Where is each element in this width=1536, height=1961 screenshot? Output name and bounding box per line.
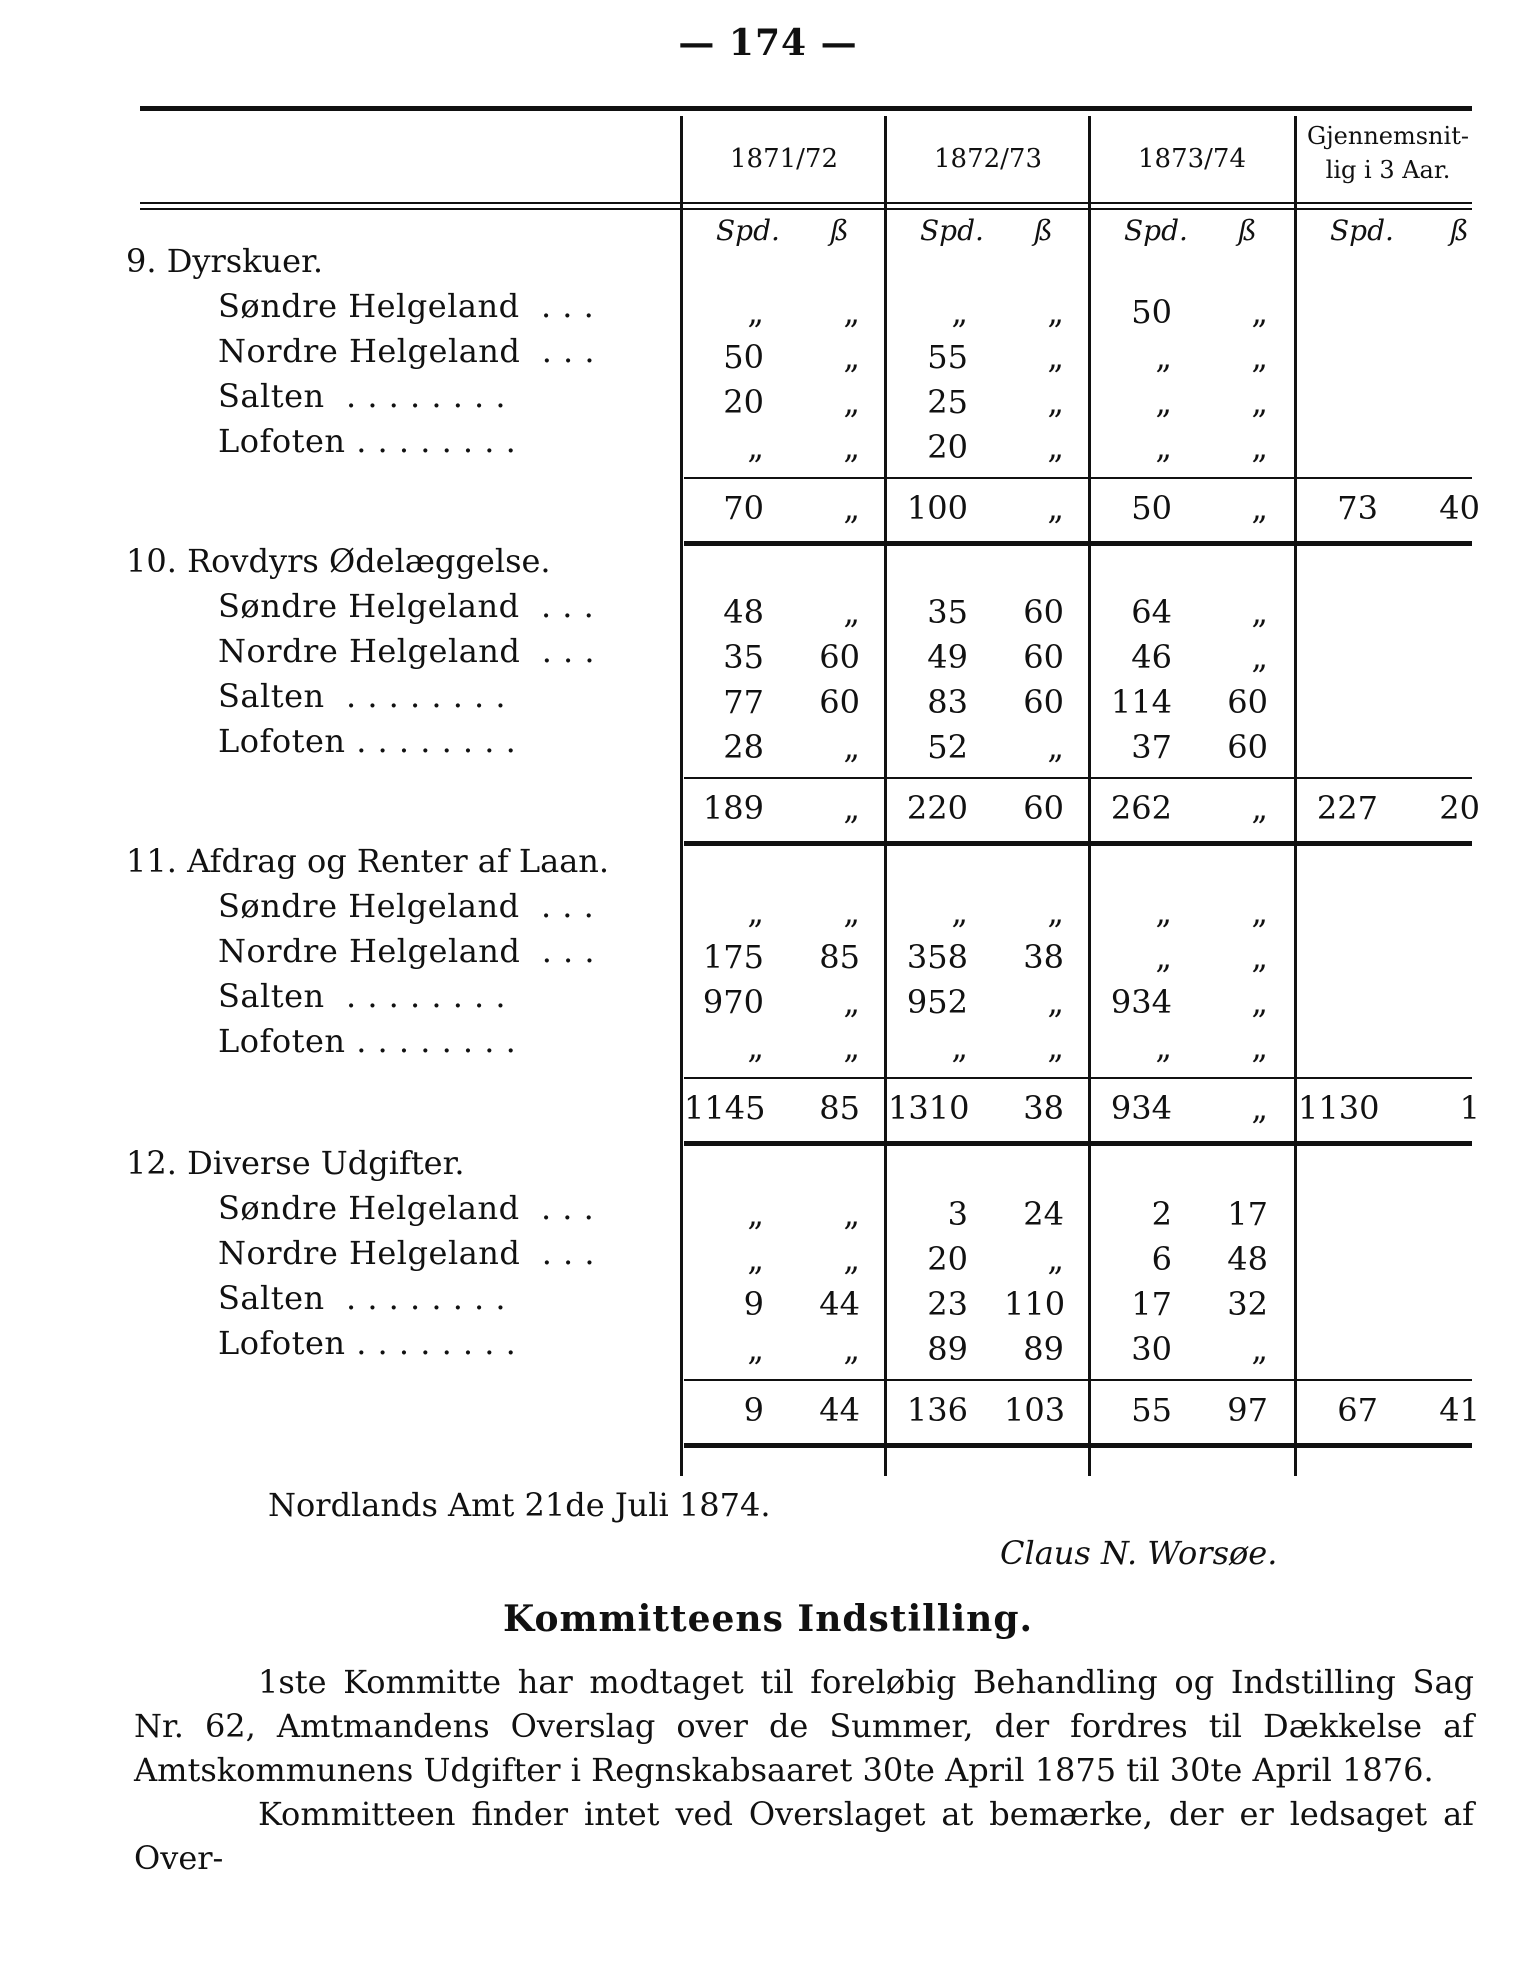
cell-skilling: 60 [1227, 728, 1268, 766]
cell-skilling: „ [1251, 383, 1268, 421]
cell-spd: „ [747, 1330, 764, 1368]
cell-skilling: „ [843, 428, 860, 466]
total-skilling: 41 [1439, 1391, 1480, 1429]
cell-skilling: „ [1047, 383, 1064, 421]
unit-skilling: ß [1034, 214, 1053, 247]
row-label: Lofoten . . . . . . . . [218, 422, 517, 460]
row-label: Lofoten . . . . . . . . [218, 722, 517, 760]
row-label: Salten . . . . . . . . [218, 377, 507, 415]
cell-skilling: „ [1047, 428, 1064, 466]
total-spd: 1310 [888, 1089, 970, 1127]
total-rule [684, 541, 1472, 546]
total-spd: 227 [1316, 789, 1378, 827]
cell-spd: 20 [723, 383, 764, 421]
cell-spd: „ [1155, 383, 1172, 421]
cell-spd: 50 [723, 338, 764, 376]
cell-spd: 28 [723, 728, 764, 766]
total-skilling: 44 [819, 1391, 860, 1429]
total-skilling: 38 [1023, 1089, 1064, 1127]
cell-skilling: 85 [819, 938, 860, 976]
cell-skilling: „ [1047, 983, 1064, 1021]
section-heading: Kommitteens Indstilling. [502, 1598, 1034, 1640]
paragraph-1: 1ste Kommitte har modtaget til foreløbig Behandling og Indstilling Sag Nr. 62, Amtmandens Overslag over de Summer, der fordres til Dækkelse af Amtskommunens Udgifter i Regnskabsaaret 30te April 1875 til 30te April 1876. [134, 1663, 1474, 1789]
cell-spd: „ [1155, 338, 1172, 376]
header-rule-1 [140, 202, 1472, 204]
cell-skilling: 60 [819, 683, 860, 721]
cell-spd: 358 [906, 938, 968, 976]
cell-spd: 2 [1151, 1195, 1172, 1233]
cell-skilling: „ [843, 728, 860, 766]
column-divider [1294, 116, 1297, 1476]
unit-skilling: ß [830, 214, 849, 247]
budget-table [126, 104, 1480, 1484]
row-label: Salten . . . . . . . . [218, 977, 507, 1015]
total-skilling: „ [1251, 489, 1268, 527]
cell-skilling: „ [1251, 428, 1268, 466]
cell-spd: 37 [1131, 728, 1172, 766]
cell-spd: „ [747, 1028, 764, 1066]
total-skilling: „ [1251, 1089, 1268, 1127]
subtotal-rule [684, 1379, 1472, 1381]
header-year-1: 1871/72 [729, 144, 838, 174]
section-title: 10. Rovdyrs Ødelæggelse. [126, 542, 551, 580]
section-title: 11. Afdrag og Renter af Laan. [126, 842, 610, 880]
unit-skilling: ß [1238, 214, 1257, 247]
cell-spd: „ [747, 893, 764, 931]
subtotal-rule [684, 1077, 1472, 1079]
total-spd: 70 [723, 489, 764, 527]
row-label: Salten . . . . . . . . [218, 677, 507, 715]
cell-skilling: „ [843, 1195, 860, 1233]
cell-spd: 175 [702, 938, 764, 976]
cell-spd: „ [747, 1240, 764, 1278]
cell-skilling: „ [843, 593, 860, 631]
total-spd: 67 [1337, 1391, 1378, 1429]
subtotal-rule [684, 777, 1472, 779]
total-skilling: 103 [1004, 1391, 1066, 1429]
cell-skilling: „ [843, 1240, 860, 1278]
cell-spd: 9 [743, 1285, 764, 1323]
cell-spd: 49 [927, 638, 968, 676]
cell-spd: 77 [723, 683, 764, 721]
cell-spd: 35 [927, 593, 968, 631]
unit-skilling: ß [1450, 214, 1469, 247]
cell-spd: 25 [927, 383, 968, 421]
row-label: Nordre Helgeland . . . [218, 632, 596, 670]
row-label: Salten . . . . . . . . [218, 1279, 507, 1317]
total-spd: 136 [906, 1391, 968, 1429]
cell-skilling: „ [1251, 1330, 1268, 1368]
cell-spd: 83 [927, 683, 968, 721]
cell-spd: 55 [927, 338, 968, 376]
cell-spd: „ [1155, 1028, 1172, 1066]
unit-spd: Spd. [716, 214, 780, 247]
cell-skilling: „ [843, 1330, 860, 1368]
total-spd: 55 [1131, 1391, 1172, 1429]
total-spd: 1130 [1298, 1089, 1380, 1127]
total-skilling: 85 [819, 1089, 860, 1127]
total-rule [684, 1141, 1472, 1146]
cell-skilling: „ [1251, 338, 1268, 376]
cell-spd: 23 [927, 1285, 968, 1323]
cell-spd: 934 [1110, 983, 1172, 1021]
cell-skilling: 60 [1023, 593, 1064, 631]
cell-skilling: 60 [819, 638, 860, 676]
subtotal-rule [684, 477, 1472, 479]
total-skilling: „ [843, 789, 860, 827]
cell-skilling: „ [843, 893, 860, 931]
header-year-2: 1872/73 [933, 144, 1042, 174]
cell-spd: 114 [1110, 683, 1172, 721]
cell-spd: 46 [1131, 638, 1172, 676]
header-average-line1: Gjennemsnit- [1307, 122, 1469, 150]
row-label: Nordre Helgeland . . . [218, 1234, 596, 1272]
column-divider [884, 116, 887, 1476]
total-spd: 50 [1131, 489, 1172, 527]
cell-skilling: „ [843, 338, 860, 376]
cell-spd: „ [747, 1195, 764, 1233]
row-label: Søndre Helgeland . . . [218, 1189, 595, 1227]
cell-skilling: „ [1047, 893, 1064, 931]
cell-spd: 17 [1131, 1285, 1172, 1323]
cell-spd: „ [951, 1028, 968, 1066]
cell-skilling: „ [1047, 1028, 1064, 1066]
cell-skilling: 32 [1227, 1285, 1268, 1323]
cell-skilling: „ [1251, 893, 1268, 931]
signature-place-date: Nordlands Amt 21de Juli 1874. [268, 1486, 771, 1524]
cell-skilling: 24 [1023, 1195, 1064, 1233]
cell-skilling: „ [843, 383, 860, 421]
cell-spd: 30 [1131, 1330, 1172, 1368]
cell-skilling: 38 [1023, 938, 1064, 976]
cell-skilling: „ [1047, 728, 1064, 766]
cell-skilling: „ [1251, 293, 1268, 331]
cell-spd: „ [747, 293, 764, 331]
cell-skilling: „ [843, 983, 860, 1021]
cell-spd: „ [1155, 428, 1172, 466]
total-spd: 1145 [684, 1089, 766, 1127]
total-spd: 100 [906, 489, 968, 527]
cell-skilling: „ [1251, 593, 1268, 631]
top-rule [140, 106, 1472, 111]
cell-skilling: „ [843, 1028, 860, 1066]
total-skilling: 1 [1459, 1089, 1480, 1127]
cell-spd: „ [951, 293, 968, 331]
row-label: Lofoten . . . . . . . . [218, 1324, 517, 1362]
cell-spd: „ [1155, 893, 1172, 931]
total-skilling: 60 [1023, 789, 1064, 827]
cell-skilling: 48 [1227, 1240, 1268, 1278]
cell-spd: 952 [906, 983, 968, 1021]
cell-skilling: „ [1251, 638, 1268, 676]
cell-spd: 20 [927, 428, 968, 466]
total-spd: 220 [906, 789, 968, 827]
cell-spd: „ [1155, 938, 1172, 976]
cell-spd: 50 [1131, 293, 1172, 331]
cell-spd: 48 [723, 593, 764, 631]
total-skilling: „ [1047, 489, 1064, 527]
total-skilling: 20 [1439, 789, 1480, 827]
total-spd: 262 [1110, 789, 1172, 827]
cell-spd: 970 [702, 983, 764, 1021]
row-label: Lofoten . . . . . . . . [218, 1022, 517, 1060]
cell-skilling: „ [1047, 293, 1064, 331]
cell-skilling: 17 [1227, 1195, 1268, 1233]
cell-skilling: „ [843, 293, 860, 331]
total-rule [684, 1443, 1472, 1448]
header-year-3: 1873/74 [1137, 144, 1246, 174]
total-skilling: 97 [1227, 1391, 1268, 1429]
section-title: 9. Dyrskuer. [126, 242, 324, 280]
total-spd: 73 [1337, 489, 1378, 527]
cell-skilling: „ [1047, 338, 1064, 376]
row-label: Nordre Helgeland . . . [218, 332, 596, 370]
total-skilling: 40 [1439, 489, 1480, 527]
unit-spd: Spd. [1330, 214, 1394, 247]
cell-skilling: „ [1251, 983, 1268, 1021]
row-label: Søndre Helgeland . . . [218, 287, 595, 325]
total-rule [684, 841, 1472, 846]
cell-spd: 35 [723, 638, 764, 676]
header-rule-2 [140, 208, 1472, 210]
cell-skilling: 89 [1023, 1330, 1064, 1368]
cell-spd: „ [747, 428, 764, 466]
signature-name: Claus N. Worsøe. [1000, 1534, 1278, 1572]
column-divider [1088, 116, 1091, 1476]
total-spd: 9 [743, 1391, 764, 1429]
cell-spd: 3 [947, 1195, 968, 1233]
row-label: Søndre Helgeland . . . [218, 587, 595, 625]
cell-spd: „ [951, 893, 968, 931]
cell-skilling: 110 [1004, 1285, 1066, 1323]
cell-spd: 20 [927, 1240, 968, 1278]
section-title: 12. Diverse Udgifter. [126, 1144, 465, 1182]
cell-spd: 52 [927, 728, 968, 766]
total-spd: 934 [1110, 1089, 1172, 1127]
cell-skilling: 44 [819, 1285, 860, 1323]
cell-skilling: 60 [1227, 683, 1268, 721]
unit-spd: Spd. [1124, 214, 1188, 247]
paragraph-2: Kommitteen finder intet ved Overslaget at bemærke, der er ledsaget af Over- [134, 1795, 1474, 1877]
cell-skilling: „ [1251, 1028, 1268, 1066]
cell-spd: 64 [1131, 593, 1172, 631]
row-label: Søndre Helgeland . . . [218, 887, 595, 925]
column-divider [680, 116, 683, 1476]
cell-skilling: 60 [1023, 638, 1064, 676]
total-skilling: „ [843, 489, 860, 527]
cell-spd: 89 [927, 1330, 968, 1368]
unit-spd: Spd. [920, 214, 984, 247]
cell-skilling: „ [1047, 1240, 1064, 1278]
cell-skilling: 60 [1023, 683, 1064, 721]
row-label: Nordre Helgeland . . . [218, 932, 596, 970]
header-average-line2: lig i 3 Aar. [1325, 156, 1451, 184]
cell-spd: 6 [1151, 1240, 1172, 1278]
page-number: — 174 — [678, 22, 858, 64]
total-skilling: „ [1251, 789, 1268, 827]
cell-skilling: „ [1251, 938, 1268, 976]
total-spd: 189 [702, 789, 764, 827]
